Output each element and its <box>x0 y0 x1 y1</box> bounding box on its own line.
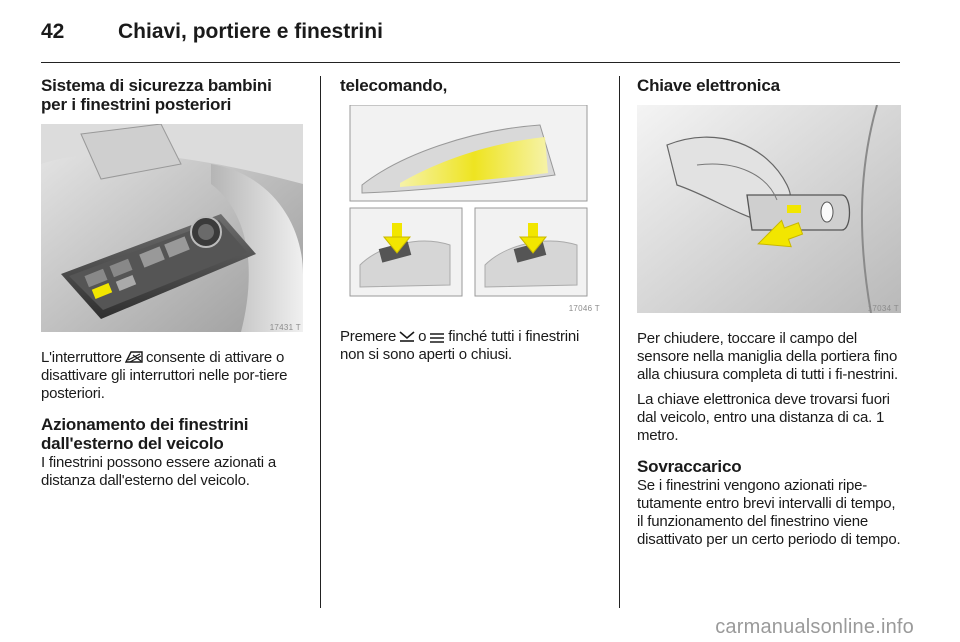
paragraph-remote-operation: I finestrini possono essere azionati a distanza dall'esterno del veicolo. <box>41 454 277 489</box>
heading-overload: Sovraccarico <box>637 457 742 476</box>
figure-code: 17431 T <box>269 323 301 332</box>
paragraph-overload: Se i finestrini vengono azionati ripe-tutamente entro brevi intervalli di tempo, il funzionamento del finestrino viene disattivato per un certo periodo di tempo. <box>637 477 901 548</box>
watermark: carmanualsonline.info <box>715 616 914 638</box>
figure-window-switches <box>41 124 303 332</box>
figure-remote-key <box>340 105 602 311</box>
window-down-icon <box>399 329 415 343</box>
column-divider-2 <box>619 76 620 608</box>
figure-door-handle <box>637 105 901 313</box>
chapter-title: Chiavi, portiere e finestrini <box>118 20 383 43</box>
heading-remote-control: telecomando, <box>340 76 448 95</box>
column-2 <box>340 76 602 364</box>
paragraph-remote-control <box>340 328 602 364</box>
window-up-icon <box>429 329 445 343</box>
heading-electronic-key: Chiave elettronica <box>637 76 780 95</box>
figure-code: 17034 T <box>867 304 899 313</box>
column-3 <box>637 76 901 549</box>
door-handle-illustration <box>637 105 901 313</box>
paragraph-remote-end: finché tutti i finestrini non si sono aperti o chiusi. <box>340 328 580 363</box>
page-number: 42 <box>41 20 65 43</box>
heading-child-safety: Sistema di sicurezza bambini per i finestrini posteriori <box>41 76 272 114</box>
column-1 <box>41 76 303 490</box>
paragraph-close-sensor: Per chiudere, toccare il campo del sensore nella maniglia della portiera fino alla chiusura completa di tutti i fi-nestrini. <box>637 330 898 383</box>
paragraph-child-lock <box>41 349 303 403</box>
remote-key-illustration <box>340 105 602 311</box>
paragraph-child-lock-start: L'interruttore <box>41 349 122 366</box>
header-rule <box>41 62 900 63</box>
child-lock-window-icon <box>125 350 143 364</box>
paragraph-remote-start: Premere <box>340 328 397 345</box>
paragraph-remote-mid: o <box>418 328 427 345</box>
figure-code: 17046 T <box>568 304 600 313</box>
window-switch-illustration <box>41 124 303 332</box>
paragraph-key-distance: La chiave elettronica deve trovarsi fuori dal veicolo, entro una distanza di ca. 1 metro. <box>637 391 890 444</box>
heading-remote-operation: Azionamento dei finestrini dall'esterno del veicolo <box>41 415 249 453</box>
column-divider-1 <box>320 76 321 608</box>
paragraph-child-lock-end: consente di attivare o disattivare gli interruttori nelle por-tiere posteriori. <box>41 349 288 402</box>
